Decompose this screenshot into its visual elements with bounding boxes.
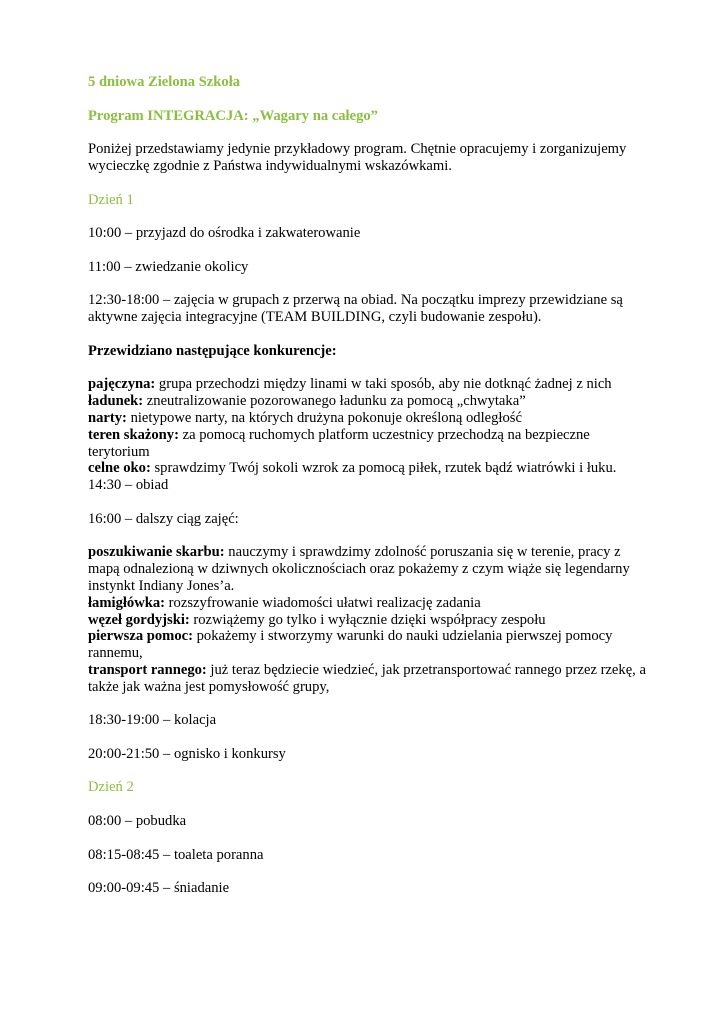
competition-text: nauczymy i sprawdzimy zdolność poruszania się w terenie, pracy z mapą odnalezioną w dziwnych okolicznościach oraz pokażemy z czym wiąże się legendarny instynkt Indiany Jones’a. xyxy=(88,544,630,594)
competition-label: teren skażony: xyxy=(88,426,179,443)
competition-text: zneutralizowanie pozorowanego ładunku za pomocą „chwytaka” xyxy=(143,393,526,410)
document-title: 5 dniowa Zielona Szkoła xyxy=(88,74,241,90)
competition-list-2 xyxy=(88,544,648,695)
competition-label: łamigłówka: xyxy=(88,594,166,611)
competition-text: nietypowe narty, na których drużyna pokonuje określoną odległość xyxy=(126,409,522,426)
competition-item xyxy=(88,628,648,662)
schedule-item: 08:15-08:45 – toaleta poranna xyxy=(88,846,264,863)
competitions-heading: Przewidziano następujące konkurencje: xyxy=(88,342,337,359)
schedule-item: 16:00 – dalszy ciąg zajęć: xyxy=(88,510,239,527)
competition-item xyxy=(88,410,648,427)
competition-label: pajęczyna: xyxy=(88,376,156,393)
schedule-item: 20:00-21:50 – ognisko i konkursy xyxy=(88,745,286,762)
competition-label: węzeł gordyjski: xyxy=(88,611,190,628)
competition-text: rozwiążemy go tylko i wyłącznie dzięki współpracy zespołu xyxy=(189,611,546,628)
competition-list xyxy=(88,376,648,494)
competition-label: ładunek: xyxy=(88,393,144,410)
competition-label: narty: xyxy=(88,409,127,426)
intro-paragraph: Poniżej przedstawiamy jedynie przykładowy program. Chętnie opracujemy i zorganizujemy wycieczkę zgodnie z Państwa indywidualnymi wskazówkami. xyxy=(88,141,627,174)
competition-label: transport rannego: xyxy=(88,661,207,678)
competition-item xyxy=(88,595,648,612)
competition-item xyxy=(88,662,648,696)
day2-heading: Dzień 2 xyxy=(88,779,134,796)
competition-text: sprawdzimy Twój sokoli wzrok za pomocą piłek, rzutek bądź wiatrówki i łuku. xyxy=(150,460,617,477)
competition-label: pierwsza pomoc: xyxy=(88,628,193,645)
competition-label: celne oko: xyxy=(88,460,151,477)
schedule-item: 10:00 – przyjazd do ośrodka i zakwaterowanie xyxy=(88,225,361,242)
schedule-item: 11:00 – zwiedzanie okolicy xyxy=(88,258,249,275)
competition-item xyxy=(88,427,648,461)
competition-item xyxy=(88,544,648,594)
competition-text: już teraz będziecie wiedzieć, jak przetransportować rannego przez rzekę, a także jak ważna jest pomysłowość grupy, xyxy=(88,661,646,695)
competition-item xyxy=(88,393,648,410)
competition-label: poszukiwanie skarbu: xyxy=(88,544,225,561)
competition-text: grupa przechodzi między linami w taki sposób, aby nie dotknąć żadnej z nich xyxy=(155,376,612,393)
schedule-item: 12:30-18:00 – zajęcia w grupach z przerwą na obiad. Na początku imprezy przewidziane są aktywne zajęcia integracyjne (TEAM BUILDING, czyli budowanie zespołu). xyxy=(88,292,623,326)
competition-item xyxy=(88,460,648,477)
competition-text: za pomocą ruchomych platform uczestnicy przechodzą na bezpieczne terytorium xyxy=(88,426,590,460)
competition-text: pokażemy i stworzymy warunki do nauki udzielania pierwszej pomocy rannemu, xyxy=(88,628,613,662)
day1-heading: Dzień 1 xyxy=(88,191,134,208)
document-page xyxy=(88,74,648,914)
competition-text: rozszyfrowanie wiadomości ułatwi realizację zadania xyxy=(165,594,481,611)
schedule-item: 18:30-19:00 – kolacja xyxy=(88,712,217,729)
schedule-item: 14:30 – obiad xyxy=(88,477,169,494)
schedule-item: 08:00 – pobudka xyxy=(88,813,187,830)
competition-item xyxy=(88,612,648,629)
competition-item xyxy=(88,376,648,393)
schedule-item: 09:00-09:45 – śniadanie xyxy=(88,880,230,897)
program-title: Program INTEGRACJA: „Wagary na całego” xyxy=(88,107,378,124)
